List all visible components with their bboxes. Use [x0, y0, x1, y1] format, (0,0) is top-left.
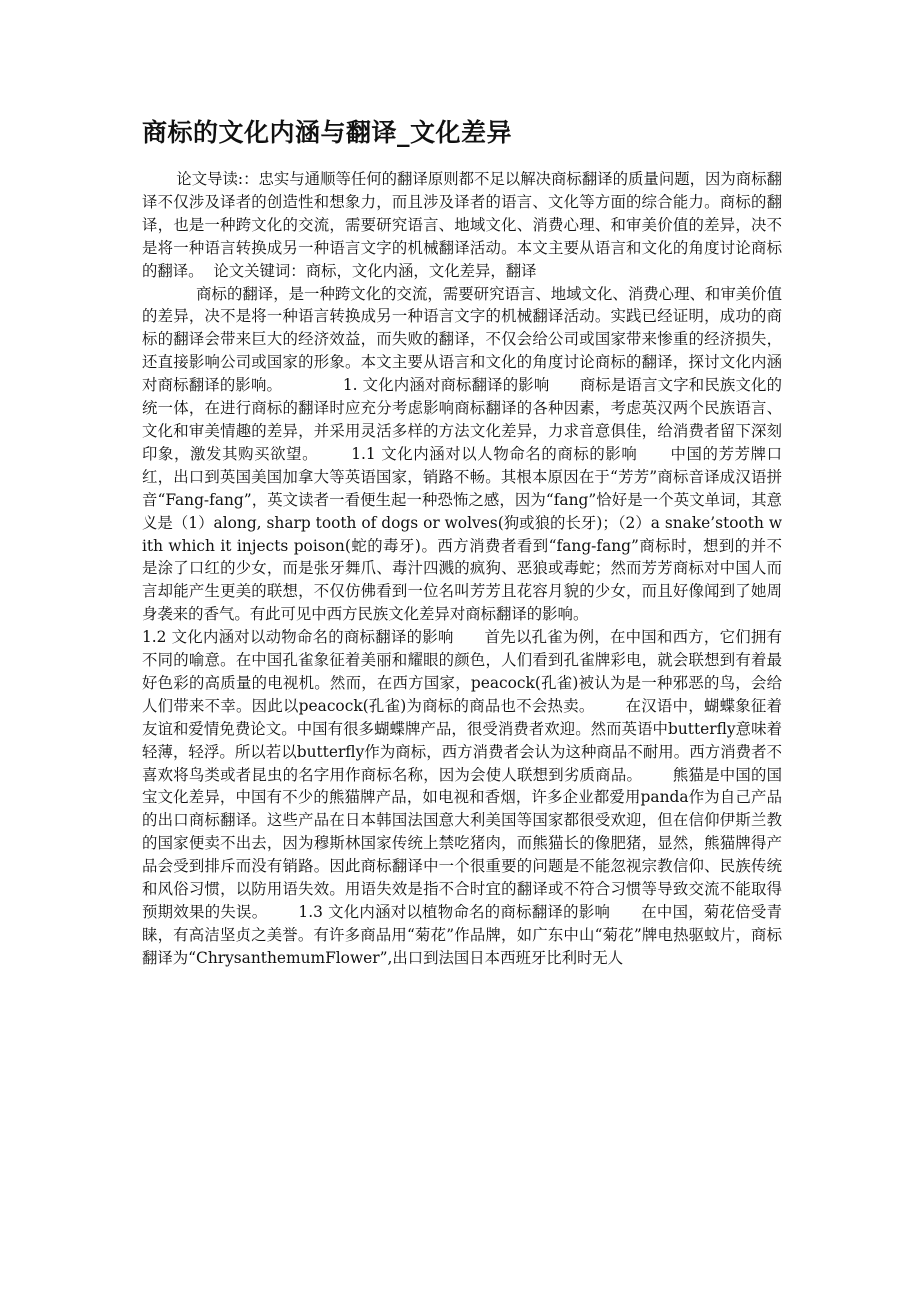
document-title: 商标的文化内涵与翻译_文化差异 — [142, 118, 513, 147]
document-body: 论文导读:：忠实与通顺等任何的翻译原则都不足以解决商标翻译的质量问题，因为商标翻译不仅涉及译者的创造性和想象力，而且涉及译者的语言、文化等方面的综合能力。商标的翻译，也是一种跨文化的交流，需要研究语言、地域文化、消费心理、和审美价值的差异，决不是将一种语言转换成另一种语言文字的机械翻译活动。本文主要从语言和文化的角度讨论商标的翻译。 论文关键词：商标，文化内涵，文化差异，翻译 商标的翻译，是一种跨文化的交流，需要研究语言、地域文化、消费心理、和审美价值的差异，决不是将一种语言转换成另一种语言文字的机械翻译活动。实践已经证明，成功的商标的翻译会带来巨大的经济效益，而失败的翻译，不仅会给公司或国家带来惨重的经济损失，还直接影响公司或国家的形象。本文主要从语言和文化的角度讨论商标的翻译，探讨文化内涵对商标翻译的影响。 1. 文化内涵对商标翻译的影响 商标是语言文字和民族文化的统一体，在进行商标的翻译时应充分考虑影响商标翻译的各种因素，考虑英汉两个民族语言、文化和审美情趣的差异，并采用灵活多样的方法文化差异，力求音意俱佳，给消费者留下深刻印象，激发其购买欲望。 1.1 文化内涵对以人物命名的商标的影响 中国的芳芳牌口红，出口到英国美国加拿大等英语国家，销路不畅。其根本原因在于“芳芳”商标音译成汉语拼音“Fang-fang”，英文读者一看便生起一种恐怖之感，因为“fang”恰好是一个英文单词，其意义是（1）along, sharp tooth of dogs or wolves(狗或狼的长牙)；（2）a snake’stooth with which it injects poison(蛇的毒牙)。西方消费者看到“fang-fang”商标时，想到的并不是涂了口红的少女，而是张牙舞爪、毒汁四溅的疯狗、恶狼或毒蛇；然而芳芳商标对中国人而言却能产生更美的联想，不仅仿佛看到一位名叫芳芳且花容月貌的少女，而且好像闻到了她周身袭来的香气。有此可见中西方民族文化差异对商标翻译的影响。 1.2 文化内涵对以动物命名的商标翻译的影响 首先以孔雀为例，在中国和西方，它们拥有不同的喻意。在中国孔雀象征着美丽和耀眼的颜色，人们看到孔雀牌彩电，就会联想到有着最好色彩的高质量的电视机。然而，在西方国家，peacock(孔雀)被认为是一种邪恶的鸟，会给人们带来不幸。因此以peacock(孔雀)为商标的商品也不会热卖。 在汉语中，蝴蝶象征着友谊和爱情免费论文。中国有很多蝴蝶牌产品，很受消费者欢迎。然而英语中butterfly意味着轻薄，轻浮。所以若以butterfly作为商标，西方消费者会认为这种商品不耐用。西方消费者不喜欢将鸟类或者昆虫的名字用作商标名称，因为会使人联想到劣质商品。 熊猫是中国的国宝文化差异，中国有不少的熊猫牌产品，如电视和香烟，许多企业都爱用panda作为自己产品的出口商标翻译。这些产品在日本韩国法国意大利美国等国家都很受欢迎，但在信仰伊斯兰教的国家便卖不出去，因为穆斯林国家传统上禁吃猪肉，而熊猫长的像肥猪，显然，熊猫牌得产品会受到排斥而没有销路。因此商标翻译中一个很重要的问题是不能忽视宗教信仰、民族传统和风俗习惯，以防用语失效。用语失效是指不合时宜的翻译或不符合习惯等导致交流不能取得预期效果的失误。 1.3 文化内涵对以植物命名的商标翻译的影响 在中国，菊花倍受青睐，有高洁坚贞之美誉。有许多商品用“菊花”作品牌，如广东中山“菊花”牌电热驱蚊片，商标翻译为“ChrysanthemumFlower”,出口到法国日本西班牙比利时无人 — [142, 170, 782, 967]
